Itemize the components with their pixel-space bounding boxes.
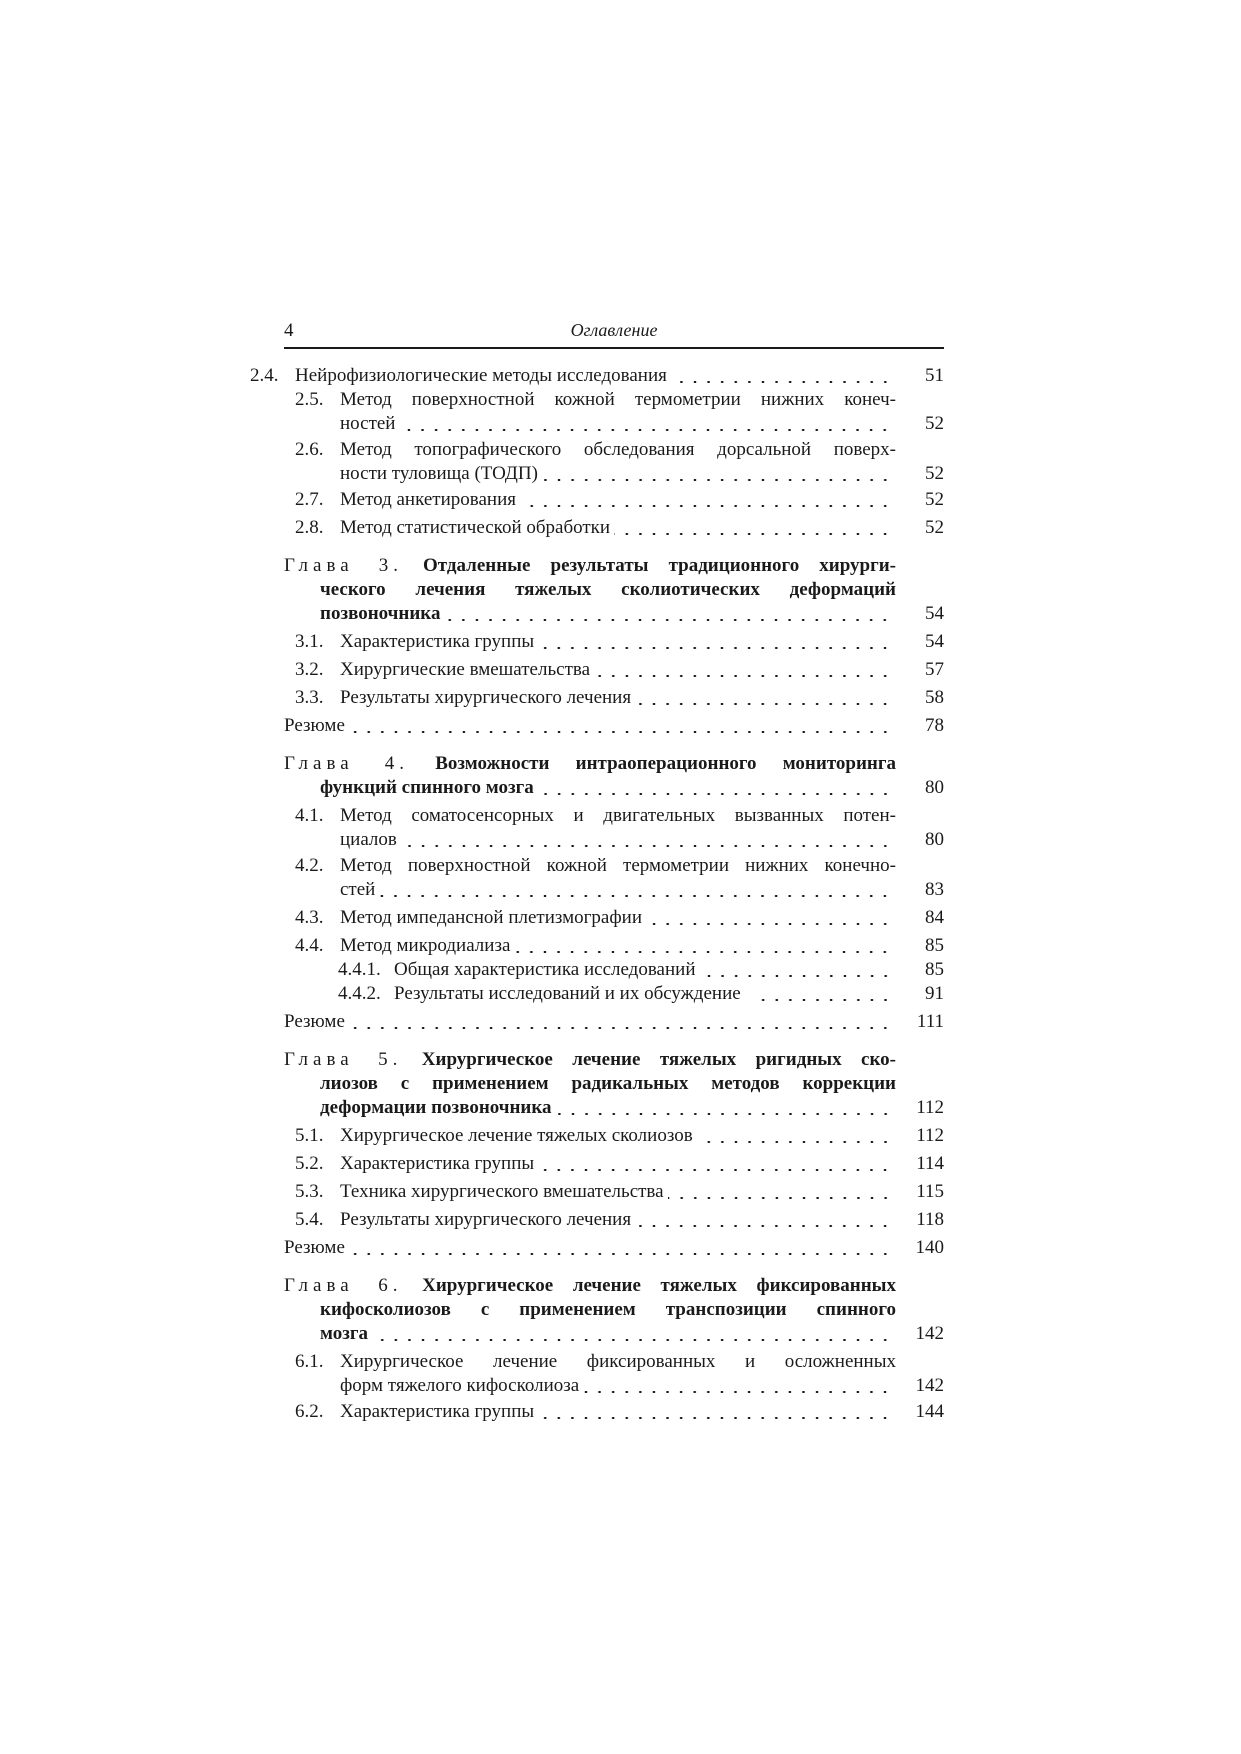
dot-leader xyxy=(444,619,892,621)
toc-summary-3[interactable] xyxy=(284,714,944,738)
section-number: 2.7. xyxy=(295,489,324,510)
entry-title: Резюме xyxy=(284,715,345,736)
page-ref: 51 xyxy=(925,365,944,386)
toc-entry-4-4-2[interactable] xyxy=(284,982,944,1006)
page-ref: 112 xyxy=(916,1125,944,1146)
chapter-title-line: лиозов с применением радикальных методов коррекции xyxy=(320,1073,896,1094)
section-number: 2.8. xyxy=(295,517,324,538)
dot-leader xyxy=(379,895,892,897)
dot-leader xyxy=(349,1027,892,1029)
toc-entry-4-2[interactable] xyxy=(284,854,944,902)
page-ref: 52 xyxy=(925,463,944,484)
dot-leader xyxy=(646,923,892,925)
page-ref: 85 xyxy=(925,959,944,980)
entry-title: Резюме xyxy=(284,1237,345,1258)
toc-chapter-3[interactable] xyxy=(284,554,944,626)
entry-title: Метод импедансной плетизмографии xyxy=(340,907,643,928)
chapter-label: Глава 6. xyxy=(284,1275,403,1296)
section-number: 5.3. xyxy=(295,1181,324,1202)
dot-leader xyxy=(700,975,893,977)
toc-entry-3-2[interactable] xyxy=(284,658,944,682)
section-number: 5.4. xyxy=(295,1209,324,1230)
page-ref: 91 xyxy=(925,983,944,1004)
toc-summary-4[interactable] xyxy=(284,1010,944,1034)
entry-title-line: Метод соматосенсорных и двигательных вызванных потен- xyxy=(340,805,896,826)
page-ref: 114 xyxy=(916,1153,944,1174)
toc-entry-2-8[interactable] xyxy=(284,516,944,540)
section-number: 5.2. xyxy=(295,1153,324,1174)
entry-title: Характеристика группы xyxy=(340,1401,535,1422)
dot-leader xyxy=(399,429,892,431)
chapter-title: деформации позвоночника xyxy=(320,1097,552,1118)
page-ref: 58 xyxy=(925,687,944,708)
section-number: 3.2. xyxy=(295,659,324,680)
page-ref: 57 xyxy=(925,659,944,680)
toc-entry-2-7[interactable] xyxy=(284,488,944,512)
toc-entry-4-4-1[interactable] xyxy=(284,958,944,982)
entry-title: Характеристика группы xyxy=(340,631,535,652)
entry-title: форм тяжелого кифосколиоза xyxy=(340,1375,580,1396)
dot-leader xyxy=(520,505,892,507)
entry-title: Хирургические вмешательства xyxy=(340,659,591,680)
chapter-title-line: кифосколиозов с применением транспозиции спинного xyxy=(320,1299,896,1320)
toc-chapter-5[interactable] xyxy=(284,1048,944,1120)
entry-title: ности туловища (ТОДП) xyxy=(340,463,538,484)
dot-leader xyxy=(538,1417,892,1419)
page-ref: 80 xyxy=(925,829,944,850)
section-number: 4.3. xyxy=(295,907,324,928)
page-ref: 140 xyxy=(915,1237,944,1258)
toc-entry-5-1[interactable] xyxy=(284,1124,944,1148)
dot-leader xyxy=(349,1253,892,1255)
toc-entry-4-4[interactable] xyxy=(284,934,944,958)
section-number: 5.1. xyxy=(295,1125,324,1146)
entry-title: стей xyxy=(340,879,376,900)
section-number: 4.2. xyxy=(295,855,324,876)
page-ref: 85 xyxy=(925,935,944,956)
toc-entry-6-1[interactable] xyxy=(284,1350,944,1398)
chapter-title-line: Возможности интраоперационного мониторинга xyxy=(435,753,896,774)
dot-leader xyxy=(668,1197,892,1199)
section-number: 2.4. xyxy=(250,365,279,386)
section-number: 3.1. xyxy=(295,631,324,652)
toc-entry-5-2[interactable] xyxy=(284,1152,944,1176)
dot-leader xyxy=(514,951,892,953)
page-ref: 144 xyxy=(915,1401,944,1422)
chapter-title-line: Хирургическое лечение тяжелых фиксированных xyxy=(422,1275,897,1296)
entry-title: Метод статистической обработки xyxy=(340,517,611,538)
section-number: 4.1. xyxy=(295,805,324,826)
toc-entry-5-3[interactable] xyxy=(284,1180,944,1204)
section-number: 4.4. xyxy=(295,935,324,956)
dot-leader xyxy=(614,533,892,535)
dot-leader xyxy=(635,703,892,705)
dot-leader xyxy=(583,1391,892,1393)
page-ref: 112 xyxy=(916,1097,944,1118)
dot-leader xyxy=(671,381,892,383)
chapter-title: функций спинного мозга xyxy=(320,777,534,798)
page-ref: 142 xyxy=(915,1323,944,1344)
entry-title: Результаты хирургического лечения xyxy=(340,1209,632,1230)
page-ref: 111 xyxy=(916,1011,944,1032)
toc-entry-4-1[interactable] xyxy=(284,804,944,852)
entry-title: Хирургическое лечение тяжелых сколиозов xyxy=(340,1125,693,1146)
toc-entry-2-4[interactable] xyxy=(250,364,944,388)
dot-leader xyxy=(542,479,892,481)
running-title: Оглавление xyxy=(570,320,658,340)
entry-title: циалов xyxy=(340,829,397,850)
dot-leader xyxy=(757,999,892,1001)
dot-leader xyxy=(635,1225,892,1227)
page-number: 4 xyxy=(284,320,294,341)
section-number: 6.2. xyxy=(295,1401,324,1422)
entry-title: Характеристика группы xyxy=(340,1153,535,1174)
page-ref: 54 xyxy=(925,603,944,624)
section-number: 4.4.2. xyxy=(338,983,381,1004)
entry-title-line: Хирургическое лечение фиксированных и осложненных xyxy=(340,1351,896,1372)
dot-leader xyxy=(538,1169,892,1171)
dot-leader xyxy=(349,731,892,733)
page-ref: 52 xyxy=(925,489,944,510)
entry-title: Техника хирургического вмешательства xyxy=(340,1181,664,1202)
entry-title-line: Метод поверхностной кожной термометрии нижних конечно- xyxy=(340,855,896,876)
entry-title: Результаты хирургического лечения xyxy=(340,687,632,708)
dot-leader xyxy=(401,845,892,847)
table-of-contents xyxy=(250,364,944,1424)
page-ref: 118 xyxy=(916,1209,944,1230)
page-ref: 83 xyxy=(925,879,944,900)
page-header xyxy=(284,320,944,348)
section-number: 2.6. xyxy=(295,439,324,460)
chapter-label: Глава 4. xyxy=(284,753,410,774)
page-ref: 84 xyxy=(925,907,944,928)
section-number: 3.3. xyxy=(295,687,324,708)
page-ref: 54 xyxy=(925,631,944,652)
page-ref: 52 xyxy=(925,517,944,538)
page-ref: 52 xyxy=(925,413,944,434)
entry-title: ностей xyxy=(340,413,396,434)
toc-entry-2-5[interactable] xyxy=(284,388,944,436)
page-ref: 142 xyxy=(915,1375,944,1396)
toc-entry-3-3[interactable] xyxy=(284,686,944,710)
section-number: 2.5. xyxy=(295,389,324,410)
toc-summary-5[interactable] xyxy=(284,1236,944,1260)
page-ref: 115 xyxy=(916,1181,944,1202)
toc-entry-3-1[interactable] xyxy=(284,630,944,654)
chapter-title-line: Отдаленные результаты традиционного хирурги- xyxy=(423,555,897,576)
dot-leader xyxy=(594,675,892,677)
toc-entry-6-2[interactable] xyxy=(284,1400,944,1424)
page-ref: 80 xyxy=(925,777,944,798)
toc-chapter-4[interactable] xyxy=(284,752,944,800)
dot-leader xyxy=(556,1113,892,1115)
chapter-title-line: ческого лечения тяжелых сколиотических деформаций xyxy=(320,579,896,600)
entry-title: Результаты исследований и их обсуждение xyxy=(394,983,741,1004)
entry-title: Метод анкетирования xyxy=(340,489,516,510)
entry-title: Метод микродиализа xyxy=(340,935,511,956)
section-number: 4.4.1. xyxy=(338,959,381,980)
entry-title: Общая характеристика исследований xyxy=(394,959,696,980)
section-number: 6.1. xyxy=(295,1351,324,1372)
page-ref: 78 xyxy=(925,715,944,736)
chapter-title-line: Хирургическое лечение тяжелых ригидных ско- xyxy=(421,1049,897,1070)
header-rule xyxy=(284,347,944,349)
toc-entry-2-6[interactable] xyxy=(284,438,944,486)
entry-title-line: Метод топографического обследования дорсальной поверх- xyxy=(340,439,896,460)
dot-leader xyxy=(697,1141,892,1143)
chapter-title: мозга xyxy=(320,1323,368,1344)
entry-title: Нейрофизиологические методы исследования xyxy=(295,365,667,386)
entry-title-line: Метод поверхностной кожной термометрии нижних конеч- xyxy=(340,389,896,410)
entry-title: Резюме xyxy=(284,1011,345,1032)
dot-leader xyxy=(538,647,892,649)
toc-chapter-6[interactable] xyxy=(284,1274,944,1346)
chapter-title: позвоночника xyxy=(320,603,441,624)
toc-entry-4-3[interactable] xyxy=(284,906,944,930)
dot-leader xyxy=(372,1339,892,1341)
toc-entry-5-4[interactable] xyxy=(284,1208,944,1232)
chapter-label: Глава 5. xyxy=(284,1049,403,1070)
dot-leader xyxy=(538,793,892,795)
chapter-label: Глава 3. xyxy=(284,555,403,576)
